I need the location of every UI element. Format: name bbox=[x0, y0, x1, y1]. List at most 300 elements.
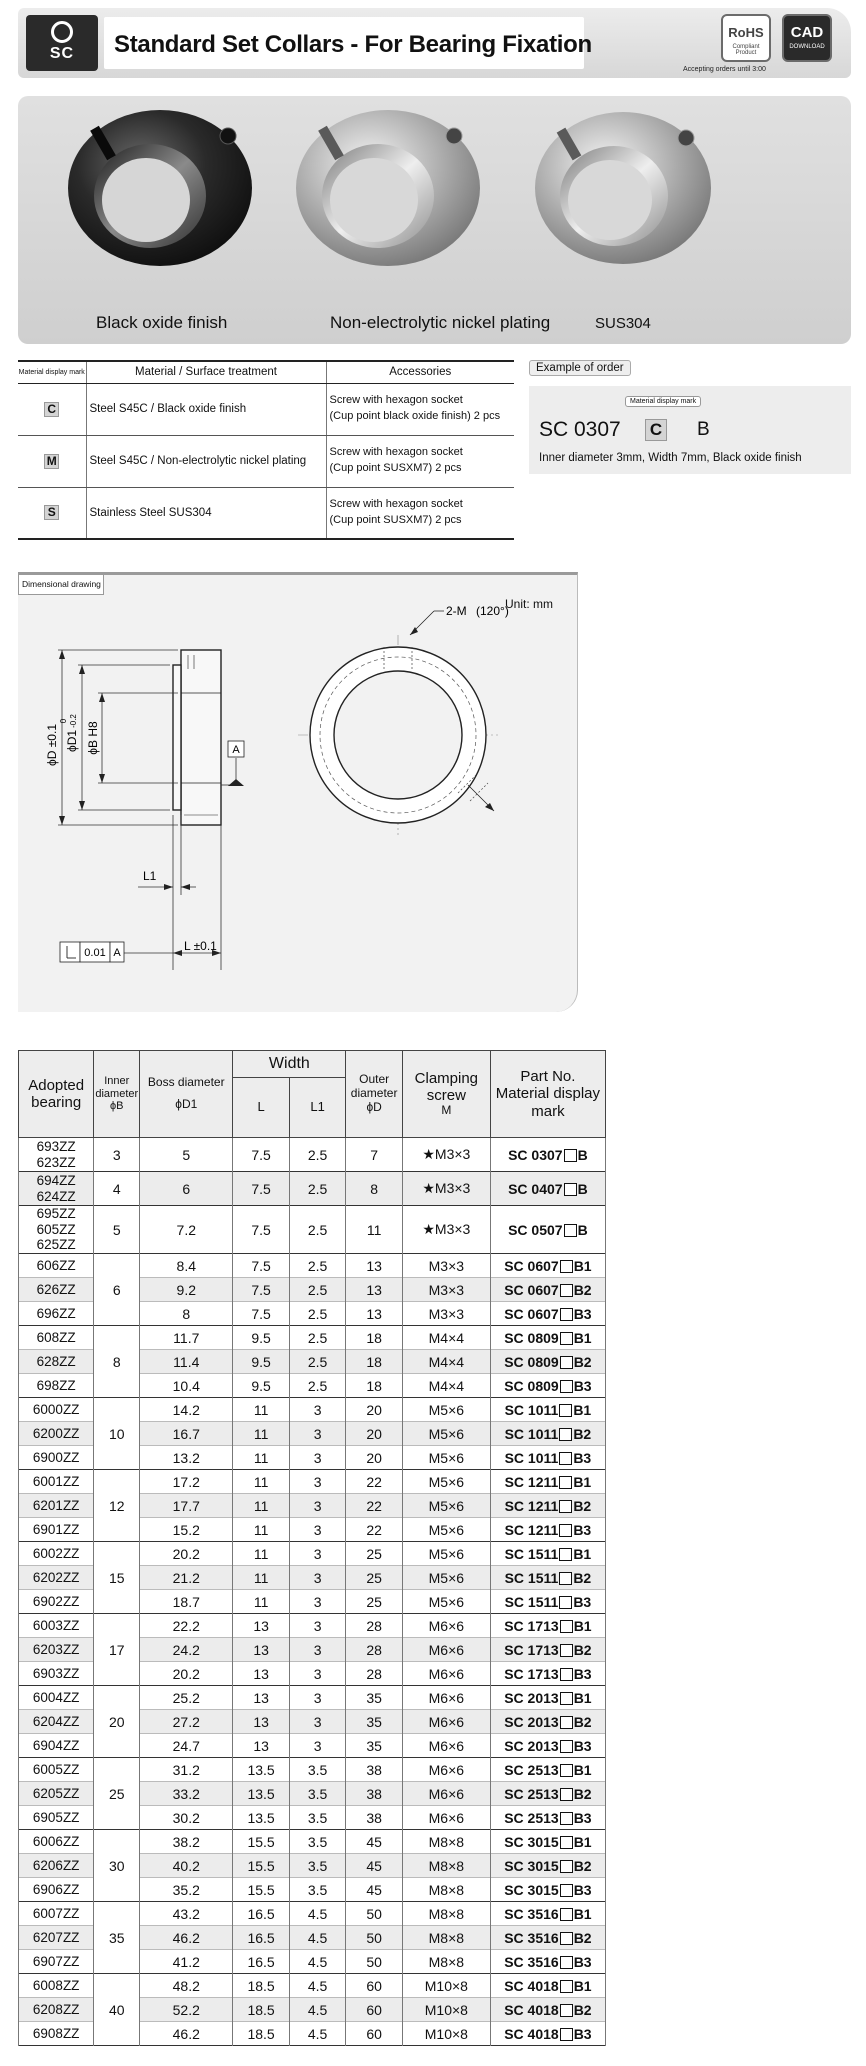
part-number-cell bbox=[490, 1686, 605, 1710]
accessory-line: (Cup point SUSXM7) 2 pcs bbox=[329, 462, 462, 474]
material-mark-box bbox=[560, 1380, 573, 1393]
clamping-screw-cell: M8×8 bbox=[402, 1830, 490, 1854]
boss-diameter-cell: 16.7 bbox=[140, 1422, 233, 1446]
part-suffix: B1 bbox=[573, 1473, 592, 1490]
order-mark-label: Material display mark bbox=[625, 396, 701, 407]
bearing-name: 6007ZZ bbox=[32, 1905, 80, 1921]
material-mark-box bbox=[560, 2028, 573, 2041]
material-table bbox=[18, 360, 514, 540]
dim-D1-tol-lower: -0.2 bbox=[69, 714, 78, 728]
width-L1-cell: 3 bbox=[289, 1422, 346, 1446]
boss-diameter-cell: 46.2 bbox=[140, 2022, 233, 2046]
part-suffix: B1 bbox=[573, 1401, 592, 1418]
boss-diameter-cell: 7.2 bbox=[140, 1206, 233, 1254]
spec-header-row-1 bbox=[19, 1051, 606, 1078]
header-part-no: Part No. Material display mark bbox=[490, 1051, 605, 1138]
clamping-screw-cell: M8×8 bbox=[402, 1878, 490, 1902]
width-L-cell: 11 bbox=[233, 1518, 290, 1542]
material-mark-box bbox=[560, 2004, 573, 2017]
width-L-cell: 15.5 bbox=[233, 1854, 290, 1878]
bearing-name: 6908ZZ bbox=[32, 2025, 80, 2041]
bearing-name: 6208ZZ bbox=[32, 2001, 80, 2017]
width-L-cell: 13 bbox=[233, 1614, 290, 1638]
screw-label: 2-M bbox=[446, 604, 467, 618]
part-suffix: B1 bbox=[573, 1545, 592, 1562]
part-suffix: B2 bbox=[573, 2001, 592, 2018]
bearing-name: 628ZZ bbox=[36, 1353, 76, 1369]
caption-nickel-plating: Non-electrolytic nickel plating bbox=[330, 313, 551, 332]
part-number-cell bbox=[490, 1302, 605, 1326]
clamping-screw-cell: M5×6 bbox=[402, 1446, 490, 1470]
angle-label: (120°) bbox=[476, 604, 509, 618]
outer-diameter-cell: 35 bbox=[346, 1686, 403, 1710]
clamping-screw-cell: ★M3×3 bbox=[402, 1172, 490, 1206]
part-number: SC 1011 bbox=[504, 1449, 559, 1466]
clamping-screw-cell: M3×3 bbox=[402, 1254, 490, 1278]
width-L-cell: 13 bbox=[233, 1662, 290, 1686]
part-number: SC 1211 bbox=[504, 1497, 559, 1514]
part-number: SC 3015 bbox=[504, 1833, 559, 1850]
boss-diameter-cell: 27.2 bbox=[140, 1710, 233, 1734]
outer-diameter-cell: 20 bbox=[346, 1446, 403, 1470]
table-row bbox=[19, 1830, 606, 1854]
width-L-cell: 7.5 bbox=[233, 1278, 290, 1302]
part-number-cell bbox=[490, 1950, 605, 1974]
inner-diameter-cell: 6 bbox=[94, 1254, 140, 1326]
width-L-cell: 7.5 bbox=[233, 1206, 290, 1254]
clamping-screw-cell: M6×6 bbox=[402, 1806, 490, 1830]
order-suffix: B bbox=[697, 419, 710, 440]
width-L1-cell: 2.5 bbox=[289, 1302, 346, 1326]
clamping-screw-cell: M5×6 bbox=[402, 1494, 490, 1518]
ring-icon bbox=[51, 21, 73, 43]
drawing-svg bbox=[18, 575, 578, 1012]
material-mark-box bbox=[560, 1956, 573, 1969]
outer-diameter-cell: 28 bbox=[346, 1614, 403, 1638]
material-mark-box bbox=[560, 1908, 573, 1921]
material-mark-box bbox=[560, 1644, 573, 1657]
boss-diameter-cell: 41.2 bbox=[140, 1950, 233, 1974]
dimensional-drawing bbox=[18, 572, 578, 1012]
part-number: SC 1713 bbox=[504, 1617, 559, 1634]
outer-diameter-cell: 50 bbox=[346, 1950, 403, 1974]
bearing-cell bbox=[19, 1734, 94, 1758]
material-row bbox=[18, 435, 514, 487]
bearing-name: 623ZZ bbox=[36, 1154, 76, 1170]
part-number-cell bbox=[490, 1878, 605, 1902]
clamping-screw-cell: ★M3×3 bbox=[402, 1206, 490, 1254]
page-title: Standard Set Collars - For Bearing Fixation bbox=[114, 31, 592, 58]
clamping-screw-cell: M8×8 bbox=[402, 1926, 490, 1950]
width-L1-cell: 3 bbox=[289, 1710, 346, 1734]
clamping-screw-cell: M6×6 bbox=[402, 1710, 490, 1734]
inner-diameter-cell: 17 bbox=[94, 1614, 140, 1686]
title-box bbox=[104, 17, 592, 69]
width-L-cell: 16.5 bbox=[233, 1926, 290, 1950]
bearing-name: 6904ZZ bbox=[32, 1737, 80, 1753]
width-L1-cell: 3 bbox=[289, 1566, 346, 1590]
bearing-name: 6907ZZ bbox=[32, 1953, 80, 1969]
part-number: SC 1011 bbox=[504, 1425, 559, 1442]
boss-diameter-cell: 15.2 bbox=[140, 1518, 233, 1542]
part-number-cell bbox=[490, 1326, 605, 1350]
part-suffix: B3 bbox=[573, 1881, 592, 1898]
outer-diameter-cell: 11 bbox=[346, 1206, 403, 1254]
width-L1-cell: 3 bbox=[289, 1398, 346, 1422]
clamping-screw-cell: M4×4 bbox=[402, 1326, 490, 1350]
part-number-cell bbox=[490, 1254, 605, 1278]
width-L1-cell: 4.5 bbox=[289, 1950, 346, 1974]
width-L-cell: 9.5 bbox=[233, 1374, 290, 1398]
unit-label: Unit: mm bbox=[505, 597, 553, 611]
bearing-name: 626ZZ bbox=[36, 1281, 76, 1297]
bearing-cell bbox=[19, 1542, 94, 1566]
material-mark-box bbox=[559, 1548, 572, 1561]
part-number-cell bbox=[490, 1590, 605, 1614]
bearing-cell bbox=[19, 1278, 94, 1302]
part-suffix: B3 bbox=[573, 1737, 592, 1754]
bearing-cell bbox=[19, 1878, 94, 1902]
boss-diameter-cell: 17.7 bbox=[140, 1494, 233, 1518]
part-number-cell bbox=[490, 1518, 605, 1542]
material-mark-box bbox=[564, 1224, 577, 1237]
page-header bbox=[18, 8, 851, 78]
part-number: SC 2013 bbox=[504, 1689, 559, 1706]
width-L-cell: 16.5 bbox=[233, 1902, 290, 1926]
accessory-line: Screw with hexagon socket bbox=[329, 394, 463, 407]
spec-table bbox=[18, 1050, 606, 2046]
bearing-name: 6201ZZ bbox=[32, 1497, 80, 1513]
bearing-cell bbox=[19, 1806, 94, 1830]
bearing-name: 6001ZZ bbox=[32, 1473, 80, 1489]
part-suffix: B3 bbox=[573, 1809, 592, 1826]
material-name: Steel S45C / Non-electrolytic nickel plating bbox=[86, 435, 326, 487]
material-mark-box bbox=[560, 1740, 573, 1753]
bearing-cell bbox=[19, 1686, 94, 1710]
tol-value: 0.01 bbox=[84, 947, 106, 959]
clamping-screw-cell: M6×6 bbox=[402, 1686, 490, 1710]
outer-diameter-cell: 28 bbox=[346, 1638, 403, 1662]
width-L-cell: 13 bbox=[233, 1734, 290, 1758]
part-suffix: B3 bbox=[573, 1521, 592, 1538]
table-row bbox=[19, 1172, 606, 1206]
header-width: Width bbox=[233, 1051, 346, 1078]
width-L-cell: 11 bbox=[233, 1494, 290, 1518]
part-number: SC 1211 bbox=[504, 1473, 559, 1490]
width-L-cell: 18.5 bbox=[233, 1998, 290, 2022]
bearing-cell bbox=[19, 1254, 94, 1278]
part-number: SC 2513 bbox=[504, 1809, 559, 1826]
header-L1: L1 bbox=[289, 1078, 346, 1138]
outer-diameter-cell: 38 bbox=[346, 1758, 403, 1782]
part-number: SC 2013 bbox=[504, 1713, 559, 1730]
part-number-cell bbox=[490, 1638, 605, 1662]
width-L1-cell: 2.5 bbox=[289, 1278, 346, 1302]
header-L: L bbox=[233, 1078, 290, 1138]
datum-label: A bbox=[232, 744, 240, 756]
part-number: SC 3516 bbox=[504, 1905, 559, 1922]
width-L1-cell: 4.5 bbox=[289, 1902, 346, 1926]
clamping-screw-cell: M4×4 bbox=[402, 1374, 490, 1398]
width-L-cell: 18.5 bbox=[233, 2022, 290, 2046]
bearing-name: 625ZZ bbox=[36, 1237, 76, 1253]
width-L-cell: 11 bbox=[233, 1566, 290, 1590]
part-suffix: B2 bbox=[573, 1929, 592, 1946]
part-number-cell bbox=[490, 1614, 605, 1638]
part-suffix: B bbox=[577, 1146, 588, 1163]
material-mark-box bbox=[560, 1692, 573, 1705]
width-L-cell: 13.5 bbox=[233, 1758, 290, 1782]
header-boss-diameter: Boss diameter ϕD1 bbox=[140, 1051, 233, 1138]
part-number-cell bbox=[490, 1974, 605, 1998]
material-mark-box bbox=[560, 1356, 573, 1369]
accessory-line: Screw with hexagon socket bbox=[329, 497, 463, 510]
width-L-cell: 11 bbox=[233, 1470, 290, 1494]
boss-diameter-cell: 21.2 bbox=[140, 1566, 233, 1590]
bearing-name: 6200ZZ bbox=[32, 1425, 80, 1441]
width-L-cell: 11 bbox=[233, 1398, 290, 1422]
width-L-cell: 15.5 bbox=[233, 1878, 290, 1902]
table-row bbox=[19, 1542, 606, 1566]
caption-black-oxide: Black oxide finish bbox=[96, 313, 228, 332]
material-mark-box bbox=[560, 1716, 573, 1729]
material-mark-box bbox=[559, 1500, 572, 1513]
order-example-label: Example of order bbox=[529, 360, 631, 376]
bearing-cell bbox=[19, 1374, 94, 1398]
width-L1-cell: 2.5 bbox=[289, 1138, 346, 1172]
table-row bbox=[19, 1138, 606, 1172]
part-number: SC 4018 bbox=[504, 2001, 559, 2018]
front-view bbox=[298, 611, 498, 835]
part-suffix: B2 bbox=[573, 1713, 592, 1730]
boss-diameter-cell: 17.2 bbox=[140, 1470, 233, 1494]
spec-table-body bbox=[19, 1138, 606, 2046]
bearing-cell bbox=[19, 1926, 94, 1950]
width-L1-cell: 3 bbox=[289, 1614, 346, 1638]
width-L1-cell: 3 bbox=[289, 1446, 346, 1470]
width-L1-cell: 4.5 bbox=[289, 1998, 346, 2022]
bearing-name: 6906ZZ bbox=[32, 1881, 80, 1897]
bearing-name: 6202ZZ bbox=[32, 1569, 80, 1585]
inner-diameter-cell: 3 bbox=[94, 1138, 140, 1172]
cad-download-button[interactable] bbox=[782, 14, 832, 62]
accessory-line: (Cup point SUSXM7) 2 pcs bbox=[329, 513, 462, 526]
bearing-name: 693ZZ bbox=[36, 1138, 76, 1154]
width-L1-cell: 3.5 bbox=[289, 1878, 346, 1902]
header-adopted-bearing: Adopted bearing bbox=[19, 1051, 94, 1138]
accessory-line: (Cup point black oxide finish) 2 pcs bbox=[329, 410, 501, 422]
part-number-cell bbox=[490, 1494, 605, 1518]
width-L-cell: 7.5 bbox=[233, 1138, 290, 1172]
part-number: SC 1211 bbox=[504, 1521, 559, 1538]
width-L-cell: 15.5 bbox=[233, 1830, 290, 1854]
clamping-screw-cell: M10×8 bbox=[402, 2022, 490, 2046]
part-number: SC 1713 bbox=[504, 1665, 559, 1682]
width-L1-cell: 2.5 bbox=[289, 1254, 346, 1278]
clamping-screw-cell: M5×6 bbox=[402, 1422, 490, 1446]
boss-diameter-cell: 43.2 bbox=[140, 1902, 233, 1926]
material-mark: M bbox=[44, 454, 59, 469]
width-L1-cell: 3.5 bbox=[289, 1806, 346, 1830]
width-L1-cell: 4.5 bbox=[289, 1974, 346, 1998]
material-name: Stainless Steel SUS304 bbox=[86, 487, 326, 539]
part-number-cell bbox=[490, 2022, 605, 2046]
part-number: SC 0607 bbox=[504, 1281, 559, 1298]
bearing-name: 6902ZZ bbox=[32, 1593, 80, 1609]
clamping-screw-cell: M6×6 bbox=[402, 1758, 490, 1782]
part-number-cell bbox=[490, 1350, 605, 1374]
boss-diameter-cell: 5 bbox=[140, 1138, 233, 1172]
material-mark-box bbox=[559, 1476, 572, 1489]
part-number-cell bbox=[490, 1374, 605, 1398]
part-suffix: B2 bbox=[573, 1569, 592, 1586]
bearing-name: 606ZZ bbox=[36, 1257, 76, 1273]
black-collar-photo bbox=[68, 110, 252, 266]
boss-diameter-cell: 11.4 bbox=[140, 1350, 233, 1374]
inner-diameter-cell: 5 bbox=[94, 1206, 140, 1254]
part-number: SC 2513 bbox=[504, 1761, 559, 1778]
rohs-badge bbox=[721, 14, 771, 62]
width-L-cell: 9.5 bbox=[233, 1326, 290, 1350]
width-L-cell: 13 bbox=[233, 1686, 290, 1710]
part-number: SC 0407 bbox=[508, 1180, 563, 1197]
part-number: SC 0307 bbox=[508, 1146, 563, 1163]
part-suffix: B3 bbox=[573, 1377, 592, 1394]
header-accessories: Accessories bbox=[326, 361, 514, 383]
material-header-row bbox=[18, 361, 514, 383]
part-number: SC 0809 bbox=[504, 1329, 559, 1346]
bearing-cell bbox=[19, 1350, 94, 1374]
bearing-cell bbox=[19, 2022, 94, 2046]
bearing-cell bbox=[19, 1830, 94, 1854]
bearing-cell bbox=[19, 1302, 94, 1326]
outer-diameter-cell: 22 bbox=[346, 1518, 403, 1542]
boss-diameter-cell: 13.2 bbox=[140, 1446, 233, 1470]
width-L-cell: 13.5 bbox=[233, 1782, 290, 1806]
bearing-cell bbox=[19, 1854, 94, 1878]
caption-sus304: SUS304 bbox=[595, 315, 651, 332]
header-material-treatment: Material / Surface treatment bbox=[86, 361, 326, 383]
boss-diameter-cell: 8 bbox=[140, 1302, 233, 1326]
boss-diameter-cell: 9.2 bbox=[140, 1278, 233, 1302]
outer-diameter-cell: 45 bbox=[346, 1830, 403, 1854]
bearing-name: 6207ZZ bbox=[32, 1929, 80, 1945]
width-L1-cell: 3 bbox=[289, 1470, 346, 1494]
bearing-name: 6905ZZ bbox=[32, 1809, 80, 1825]
bearing-cell bbox=[19, 1638, 94, 1662]
bearing-cell bbox=[19, 1614, 94, 1638]
accepting-orders-note: Accepting orders until 3:00 bbox=[683, 66, 766, 73]
part-number: SC 1511 bbox=[504, 1593, 559, 1610]
bearing-name: 6000ZZ bbox=[32, 1401, 80, 1417]
material-mark-box bbox=[559, 1404, 572, 1417]
width-L1-cell: 2.5 bbox=[289, 1326, 346, 1350]
bearing-cell bbox=[19, 1974, 94, 1998]
width-L1-cell: 3 bbox=[289, 1734, 346, 1758]
boss-diameter-cell: 33.2 bbox=[140, 1782, 233, 1806]
material-mark-box bbox=[560, 1812, 573, 1825]
inner-diameter-cell: 20 bbox=[94, 1686, 140, 1758]
part-number-cell bbox=[490, 1782, 605, 1806]
table-row bbox=[19, 1758, 606, 1782]
part-number-cell bbox=[490, 1422, 605, 1446]
table-row bbox=[19, 1974, 606, 1998]
part-number-cell bbox=[490, 1206, 605, 1254]
bearing-cell bbox=[19, 1782, 94, 1806]
bearing-name: 695ZZ bbox=[36, 1206, 76, 1222]
bearing-cell bbox=[19, 1518, 94, 1542]
part-suffix: B3 bbox=[573, 1953, 592, 1970]
part-number-cell bbox=[490, 1398, 605, 1422]
part-suffix: B2 bbox=[573, 1425, 592, 1442]
part-number-cell bbox=[490, 1710, 605, 1734]
material-mark-box bbox=[559, 1572, 572, 1585]
part-number: SC 4018 bbox=[504, 1977, 559, 1994]
outer-diameter-cell: 22 bbox=[346, 1494, 403, 1518]
bearing-cell bbox=[19, 1398, 94, 1422]
order-code: SC 0307 bbox=[539, 418, 621, 441]
boss-diameter-cell: 20.2 bbox=[140, 1542, 233, 1566]
part-number: SC 0809 bbox=[504, 1353, 559, 1370]
part-suffix: B1 bbox=[573, 1329, 592, 1346]
clamping-screw-cell: M4×4 bbox=[402, 1350, 490, 1374]
outer-diameter-cell: 45 bbox=[346, 1878, 403, 1902]
outer-diameter-cell: 28 bbox=[346, 1662, 403, 1686]
material-mark-box bbox=[560, 1260, 573, 1273]
part-suffix: B1 bbox=[573, 1257, 592, 1274]
clamping-screw-cell: M5×6 bbox=[402, 1518, 490, 1542]
boss-diameter-cell: 10.4 bbox=[140, 1374, 233, 1398]
rohs-label: RoHS bbox=[728, 25, 764, 40]
part-suffix: B1 bbox=[573, 1977, 592, 1994]
bearing-name: 624ZZ bbox=[36, 1188, 76, 1204]
part-number: SC 3516 bbox=[504, 1929, 559, 1946]
tol-datum: A bbox=[113, 947, 121, 959]
boss-diameter-cell: 22.2 bbox=[140, 1614, 233, 1638]
bearing-name: 696ZZ bbox=[36, 1305, 76, 1321]
width-L-cell: 16.5 bbox=[233, 1950, 290, 1974]
bearing-cell bbox=[19, 1950, 94, 1974]
bearing-cell bbox=[19, 1662, 94, 1686]
sus304-collar-photo bbox=[535, 112, 711, 264]
clamping-screw-cell: M5×6 bbox=[402, 1398, 490, 1422]
bearing-cell bbox=[19, 1422, 94, 1446]
bearing-cell bbox=[19, 1566, 94, 1590]
bearing-name: 6203ZZ bbox=[32, 1641, 80, 1657]
dim-D-label: ϕD ±0.1 bbox=[45, 724, 59, 766]
boss-diameter-cell: 6 bbox=[140, 1172, 233, 1206]
part-number: SC 2513 bbox=[504, 1785, 559, 1802]
width-L-cell: 11 bbox=[233, 1422, 290, 1446]
part-number-cell bbox=[490, 1806, 605, 1830]
width-L1-cell: 3 bbox=[289, 1662, 346, 1686]
table-row bbox=[19, 1398, 606, 1422]
collar-photos-svg bbox=[18, 96, 851, 344]
header-material-mark: Material display mark bbox=[18, 361, 86, 383]
part-number: SC 1511 bbox=[504, 1569, 559, 1586]
width-L-cell: 7.5 bbox=[233, 1172, 290, 1206]
part-number-cell bbox=[490, 1902, 605, 1926]
part-number: SC 1511 bbox=[504, 1545, 559, 1562]
outer-diameter-cell: 13 bbox=[346, 1302, 403, 1326]
width-L-cell: 11 bbox=[233, 1446, 290, 1470]
inner-diameter-cell: 35 bbox=[94, 1902, 140, 1974]
bearing-cell bbox=[19, 1758, 94, 1782]
part-number-cell bbox=[490, 1734, 605, 1758]
width-L1-cell: 3 bbox=[289, 1542, 346, 1566]
material-mark-box bbox=[559, 1428, 572, 1441]
table-row bbox=[19, 1470, 606, 1494]
